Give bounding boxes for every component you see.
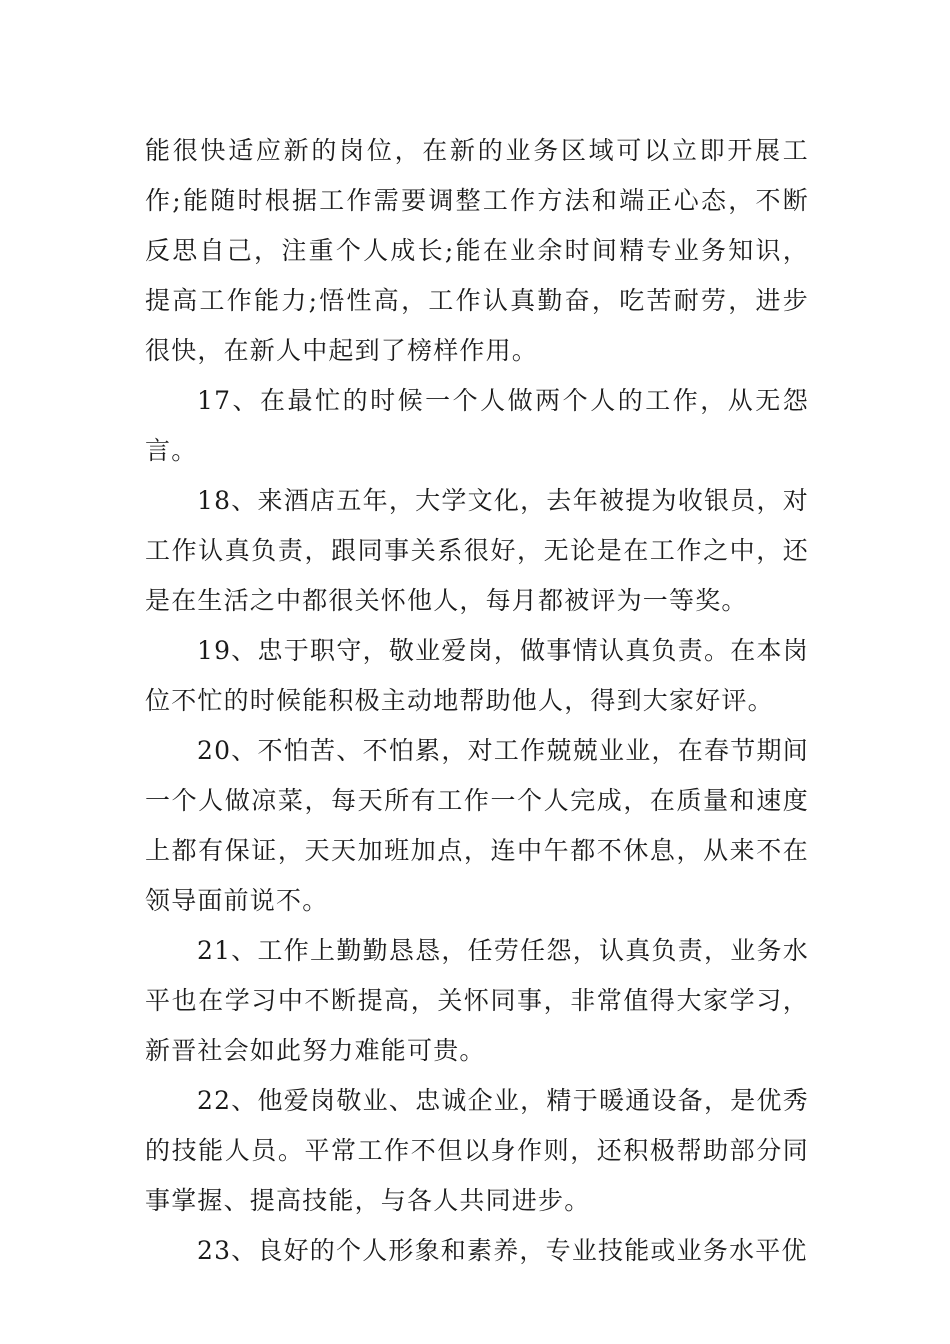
document-body [145,126,809,1276]
paragraph-item-20: 20、不怕苦、不怕累，对工作兢兢业业，在春节期间一个人做凉菜，每天所有工作一个人完成，在质量和速度上都有保证，天天加班加点，连中午都不休息，从来不在领导面前说不。 [145,736,809,915]
paragraph-item-18: 18、来酒店五年，大学文化，去年被提为收银员，对工作认真负责，跟同事关系很好，无论是在工作之中，还是在生活之中都很关怀他人，每月都被评为一等奖。 [145,486,809,615]
paragraph-item-22: 22、他爱岗敬业、忠诚企业，精于暖通设备，是优秀的技能人员。平常工作不但以身作则，还积极帮助部分同事掌握、提高技能，与各人共同进步。 [145,1086,809,1215]
paragraph-item-19: 19、忠于职守，敬业爱岗，做事情认真负责。在本岗位不忙的时候能积极主动地帮助他人，得到大家好评。 [145,636,809,715]
paragraph-item-17: 17、在最忙的时候一个人做两个人的工作，从无怨言。 [145,386,809,465]
paragraph-continued: 能很快适应新的岗位，在新的业务区域可以立即开展工作;能随时根据工作需要调整工作方法和端正心态，不断反思自己，注重个人成长;能在业余时间精专业务知识，提高工作能力;悟性高，工作认真勤奋，吃苦耐劳，进步很快，在新人中起到了榜样作用。 [145,136,809,365]
paragraph-item-21: 21、工作上勤勤恳恳，任劳任怨，认真负责，业务水平也在学习中不断提高，关怀同事，非常值得大家学习，新晋社会如此努力难能可贵。 [145,936,809,1065]
paragraph-item-23: 23、良好的个人形象和素养，专业技能或业务水平优 [197,1236,808,1265]
